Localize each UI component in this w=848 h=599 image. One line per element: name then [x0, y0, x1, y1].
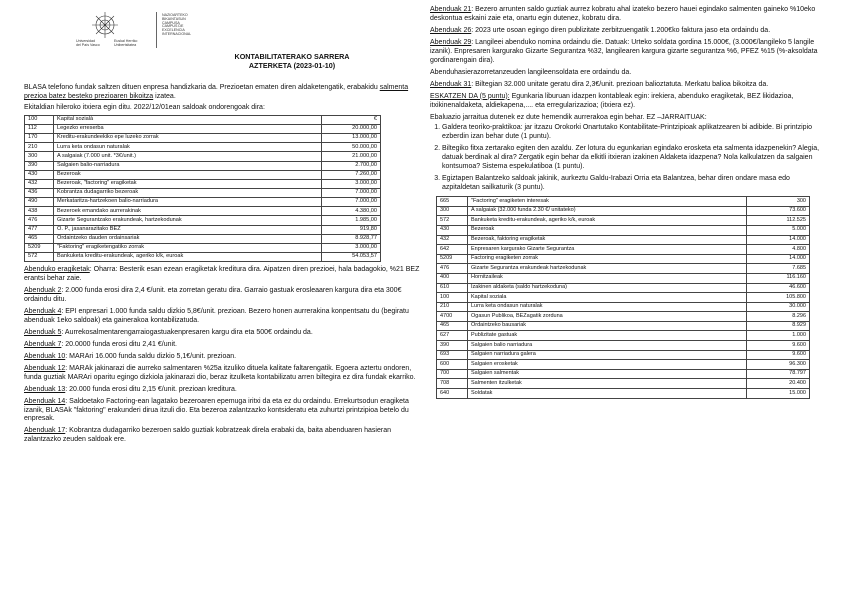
account-name: Legezko erreserba [54, 125, 322, 134]
entry-paragraph [24, 386, 421, 395]
account-code: 465 [25, 234, 54, 243]
account-amount: 21.000,00 [322, 152, 381, 161]
balance-amount: 1.000 [747, 331, 810, 341]
balance-name: Bankuketa kreditu-erakundeak, ageriko k/k, euroak [468, 216, 747, 226]
balance-amount: 14.000 [747, 235, 810, 245]
account-code: 5209 [25, 243, 54, 252]
table-row [25, 143, 381, 152]
balance-name: Bezeroak, faktoring eragiketak [468, 235, 747, 245]
balance-code: 693 [437, 350, 468, 360]
entry-text: : Bezero arrunten saldo guztiak aurrez kobratu ahal izateko bezero hauei egindako salmenten gaineko %10eko deskontua eskaini zaie eta, onartu egin dutenez, kobratu dira. [430, 6, 816, 22]
table-row [25, 179, 381, 188]
balance-amount: 30.000 [747, 302, 810, 312]
entry-paragraph [430, 93, 828, 111]
account-name: Bezeroek emandako aurrerakinak [54, 207, 322, 216]
university-emblem-icon [90, 10, 120, 40]
account-code: 432 [25, 179, 54, 188]
balance-name: Salmenten itzulketak [468, 379, 747, 389]
entry-text: : MARAri 16.000 funda saldu dizkio 5,1€/unit. prezioan. [65, 352, 237, 360]
entry-paragraph [430, 6, 828, 24]
entry-text: : 20.000 funda erosi ditu 2,15 €/unit. prezioan kreditura. [65, 385, 237, 393]
balance-amount: 8.296 [747, 312, 810, 322]
table-row [437, 302, 810, 312]
account-code: 572 [25, 252, 54, 261]
left-column [24, 0, 421, 448]
table-header-name: Kapital sozialà [54, 115, 322, 124]
entry-text: : Biltegian 32.000 unitate geratu dira 2,3€/unit. prezioan balioztatuta. Merkatu balioa bikoitza da. [471, 80, 769, 88]
balance-code: 708 [437, 379, 468, 389]
balance-amount: 116.160 [747, 273, 810, 283]
balance-name: Izakinen aldaketa (saldo hartzekoduna) [468, 283, 747, 293]
balance-name: Factoring eragiketen zorrak [468, 254, 747, 264]
balance-code: 100 [437, 293, 468, 303]
balance-code: 700 [437, 369, 468, 379]
logo-divider [156, 12, 157, 48]
balance-amount: 5.000 [747, 225, 810, 235]
balance-name: Salgaien narriadura galera [468, 350, 747, 360]
table-row [437, 225, 810, 235]
entry-date-label: Abenduak 4 [24, 307, 62, 315]
question-item: 3. Egiztapen Balantzeko saldoak jakinik, aurkeztu Galdu-Irabazi Orria eta Balantzea, behar diren ondare masa edo azpitaldetan sailkaturik (3 puntu). [442, 175, 828, 193]
account-amount: 8.928,77 [322, 234, 381, 243]
table-row [25, 161, 381, 170]
balance-amount: 8.929 [747, 321, 810, 331]
account-amount: 3.000,00 [322, 179, 381, 188]
table-row [437, 369, 810, 379]
balance-code: 665 [437, 197, 468, 207]
entry-text: : Oharra: Besterik esan ezean eragiketak kreditura dira. Aipatzen diren prezioei, hala badagokio, %21 BEZ erantsi behar zaie. [24, 266, 420, 283]
entry-paragraph [24, 266, 421, 284]
entry-text: : 2023 urte osoan egingo diren publizitate zerbitzuengatik 1.200€ko faktura jaso eta ordaindu da. [471, 26, 771, 34]
account-name: Ordaintzeko dauden ordainsariak [54, 234, 322, 243]
entry-paragraph [24, 427, 421, 445]
entry-paragraph [24, 341, 421, 350]
balance-amount: 4.800 [747, 245, 810, 255]
balance-name: Hornitzaileak [468, 273, 747, 283]
account-name: Salgaien balio-narriadura [54, 161, 322, 170]
account-amount: 50.000,00 [322, 143, 381, 152]
entry-text: : Saldoetako Factoring-ean lagatako bezeroaren epemuga iritxi da eta ez du ordaindu. Errekurtsodun eragiketa izanik, BLASAk "faktoring" erakunderi dirua itzuli dio. Eta bezeroa zalantzazko kontsideratu eta zuhurtzi printzipioa betelo du enpresak. [24, 397, 409, 423]
balance-code: 390 [437, 341, 468, 351]
account-code: 170 [25, 134, 54, 143]
entry-text: Abenduhasierazorretanzeuden langileensoldata ere ordaindu da. [430, 68, 632, 76]
table-row [25, 252, 381, 261]
table-row [437, 206, 810, 216]
account-name: O. P., jasanarazitako BEZ [54, 225, 322, 234]
balance-name: Gizarte Segurantza erakundeak hartzekodunak [468, 264, 747, 274]
account-amount: 1.985,00 [322, 216, 381, 225]
table-header-amount: € [322, 115, 381, 124]
table-row [437, 379, 810, 389]
balance-amount: 7.685 [747, 264, 810, 274]
right-entries [430, 6, 828, 111]
table-header-code: 100 [25, 115, 54, 124]
account-code: 476 [25, 216, 54, 225]
table-row [437, 293, 810, 303]
table-header-row [25, 115, 381, 124]
balance-code: 4700 [437, 312, 468, 322]
intro-underlined: salmenta prezioa batez besteko prezioaren bikoitza [24, 84, 409, 100]
entry-text: : 2.000 funda erosi dira 2,4 €/unit. eta zorretan geratu dira. Garraio gastuak erosleaaren kargura dira eta 300€ ordaindu ditu. [24, 287, 402, 303]
table-row [437, 321, 810, 331]
entry-paragraph [430, 81, 828, 90]
balance-name: Salgaien erosketak [468, 360, 747, 370]
table-row [25, 152, 381, 161]
balance-amount: 15.000 [747, 389, 810, 399]
balance-amount: 73.600 [747, 206, 810, 216]
table-row [437, 264, 810, 274]
account-code: 477 [25, 225, 54, 234]
table-row [437, 245, 810, 255]
balance-amount: 112.525 [747, 216, 810, 226]
exam-title-line2: AZTERKETA (2023-01-10) [248, 61, 336, 70]
entry-date-label: Abenduak 21 [430, 6, 472, 13]
entry-date-label: Abenduak 13 [24, 385, 66, 393]
table-row [437, 331, 810, 341]
intro-paragraph: BLASA telefono fundak saltzen dituen enpresa handizkaria da. Prezioetan ematen diren aldaketengatik, erabakidu salmenta prezioa batez besteko prezioaren bikoitza izatea. [24, 84, 409, 100]
balance-code: 476 [437, 264, 468, 274]
account-amount: 919,80 [322, 225, 381, 234]
entry-date-label: Abenduko eragiketak [24, 266, 90, 274]
balance-code: 600 [437, 360, 468, 370]
balance-code: 5209 [437, 254, 468, 264]
balance-amount: 9.600 [747, 341, 810, 351]
logo-text-left: Universidad del País Vasco [76, 39, 100, 47]
account-amount: 13.000,00 [322, 134, 381, 143]
account-code: 112 [25, 125, 54, 134]
university-logo [76, 10, 226, 48]
entry-date-label: Abenduak 2 [24, 287, 62, 295]
entry-date-label: Abenduak 10 [24, 352, 66, 360]
entry-date-label: Abenduak 17 [24, 427, 66, 435]
account-amount: 2.700,00 [322, 161, 381, 170]
entry-date-label: Abenduak 29 [430, 38, 472, 46]
intro-saldoak: Ekitaldian hileroko itxiera egin ditu. 2022/12/01ean saldoak ondorengoak dira: [24, 103, 265, 111]
balance-code: 400 [437, 273, 468, 283]
entry-date-label: Abenduak 31 [430, 80, 472, 88]
table-row [25, 188, 381, 197]
intro [24, 84, 421, 113]
logo-text-middle: Euskal Herriko Unibertsitatea [114, 39, 138, 47]
table-row [25, 216, 381, 225]
table-row [25, 170, 381, 179]
balance-code: 572 [437, 216, 468, 226]
account-amount: 7.260,00 [322, 170, 381, 179]
table-row [25, 207, 381, 216]
balance-amount: 20.400 [747, 379, 810, 389]
exam-header [24, 0, 421, 70]
balance-code: 210 [437, 302, 468, 312]
entry-date-label: Abenduak 14 [24, 397, 66, 405]
table-row [437, 254, 810, 264]
table-row [437, 216, 810, 226]
balance-code: 640 [437, 389, 468, 399]
table-row [437, 312, 810, 322]
table-row [25, 243, 381, 252]
entry-date-label: Abenduak 26 [430, 26, 472, 34]
table-row [437, 283, 810, 293]
balance-amount: 14.000 [747, 254, 810, 264]
balance-name: Salgaien salmentak [468, 369, 747, 379]
balance-amount: 78.797 [747, 369, 810, 379]
exam-title-line1: KONTABILITATERAKO SARRERA [234, 52, 350, 61]
balance-name: "Factoring" eragiketen interesak [468, 197, 747, 207]
entry-date-label: Abenduak 7 [24, 340, 62, 348]
question-item: 1. Galdera teoriko-praktikoa: jar itzazu Orokorki Onartutako Kontabilitate-Printzipioak aplikatzearen bi adibide. Bi printzipio ezberdin izan behar dute (1 puntu). [442, 124, 828, 142]
table-row [437, 341, 810, 351]
balance-code: 610 [437, 283, 468, 293]
account-name: A salgaiak (7.000 unit. *3€/unit.) [54, 152, 322, 161]
entry-text: Egunkaria liburuan idazpen kontableak egin: irekiera, abenduko eragiketak, BEZ likidazioa, itxikinenaldaketa, aldiekapena,.... eta erregularizazioa; (itxiera ez). [430, 92, 794, 109]
balance-name: Enpresaren kargurako Gizarte Segurantza [468, 245, 747, 255]
entry-paragraph [24, 365, 421, 383]
table-row [437, 389, 810, 399]
entry-text: : Langileei abenduko nomina ordaindu die. Datuak: Urteko soldata gordina 15.000€, (3.000€/langileko 5 langile izanik). Enpresaren kargurako Gizarte Segurantza %32, langilearen kargura gizarte segurantza %6, PFEZ %15 (%-aksoldata gordinarengain dira). [430, 38, 818, 64]
entry-text: : EPI enpresari 1.000 funda saldu dizkio 5,8€/unit. prezioan. Bezero honen aurrerakina konpentsatu du (begiratu abenduak 1eko saldoak) eta gainerakoa kontabilizatuda. [24, 307, 409, 324]
balance-code: 627 [437, 331, 468, 341]
opening-balances-table [24, 115, 381, 262]
account-code: 436 [25, 188, 54, 197]
account-amount: 4.380,00 [322, 207, 381, 216]
entry-paragraph [24, 329, 421, 338]
table-row [437, 273, 810, 283]
balance-name: Salgaien balio narriadura [468, 341, 747, 351]
table-row [25, 198, 381, 207]
account-name: Merkataritza-hartzekoen balio-narriadura [54, 198, 322, 207]
right-column [430, 6, 828, 399]
entry-paragraph [24, 398, 421, 425]
account-amount: 54.053,57 [322, 252, 381, 261]
entry-text: : Kobrantza dudagarriko bezeroen saldo guztiak kobratzeak direla erabaki da, baita abenduaren hasieran zalantzazko zeuden saldoak ere. [24, 427, 391, 444]
table-row [437, 360, 810, 370]
balance-name: Bezeroak [468, 225, 747, 235]
account-code: 390 [25, 161, 54, 170]
account-amount: 7.000,00 [322, 188, 381, 197]
balance-amount: 9.600 [747, 350, 810, 360]
balance-name: Publizitate gastuak [468, 331, 747, 341]
questions-intro: Ebaluazio jarraitua dutenek ez dute hemendik aurrerakoa egin behar. EZ –JARRAITUAK: [430, 113, 707, 121]
account-code: 430 [25, 170, 54, 179]
account-name: Bankuketa kreditu-erakundeak, ageriko k/k, euroak [54, 252, 322, 261]
logo-text-right: NAZIOARTEKO BIKAINTASUN CAMPUSA CAMPUS DE EXCELENCIA INTERNACIONAL [162, 13, 192, 36]
entry-text: : 20.0000 funda erosi ditu 2,41 €/unit. [61, 340, 177, 348]
entry-paragraph [430, 27, 828, 36]
balance-amount: 300 [747, 197, 810, 207]
entry-date-label: ESKATZEN DA (5 puntu): [430, 92, 510, 100]
trial-balance-table [436, 196, 810, 398]
entry-paragraph [24, 287, 421, 305]
table-row [25, 125, 381, 134]
balance-name: Ordaintzeko bausariak [468, 321, 747, 331]
questions-list [430, 124, 828, 193]
entry-paragraph [430, 39, 828, 66]
exam-title [222, 52, 362, 70]
balance-code: 300 [437, 206, 468, 216]
table-row [25, 234, 381, 243]
account-amount: 7.000,00 [322, 198, 381, 207]
balance-name: Lurra keta ondasun naturalak [468, 302, 747, 312]
account-amount: 20.000,00 [322, 125, 381, 134]
balance-amount: 46.600 [747, 283, 810, 293]
account-code: 490 [25, 198, 54, 207]
balance-name: Soldatak [468, 389, 747, 399]
balance-code: 642 [437, 245, 468, 255]
entry-paragraph [24, 353, 421, 362]
table-row [25, 134, 381, 143]
account-name: "Faktoring" eragiketengatiko zorrak [54, 243, 322, 252]
table-row [437, 235, 810, 245]
balance-name: A salgaiak (32.000 funda 2.30 €/ unitateko) [468, 206, 747, 216]
account-code: 300 [25, 152, 54, 161]
table-row [437, 197, 810, 207]
table-row [437, 350, 810, 360]
table-row [25, 225, 381, 234]
balance-code: 430 [437, 225, 468, 235]
entry-date-label: Abenduak 12 [24, 364, 66, 372]
question-item: 2. Biltegiko fitxa zertarako egiten den azaldu. Zer lotura du egunkarian egindako erosketa eta salmenta idazpenekin? Alegia, datuak berdinak al dira? Zergatik egin behar da elkitli itxieran izakinen Aldaketa idazpena? Nola kalkulatzen da salgaien kontsumoa? Sistema espekulatiboa (1 puntu). [442, 145, 828, 172]
balance-amount: 96.300 [747, 360, 810, 370]
left-entries [24, 266, 421, 445]
entry-date-label: Abenduak 5 [24, 328, 62, 336]
balance-name: Ogasun Publikoa, BEZagatik zorduna [468, 312, 747, 322]
account-amount: 3.000,00 [322, 243, 381, 252]
account-name: Bezeroak [54, 170, 322, 179]
account-name: Kreditu-erakundeekiko epe luzeko zorrak [54, 134, 322, 143]
account-name: Gizarte Segurantzako erakundeak, hartzekodunak [54, 216, 322, 225]
balance-name: Kapital soziala [468, 293, 747, 303]
account-name: Bezeroak, "factoring" eragiketak [54, 179, 322, 188]
balance-code: 465 [437, 321, 468, 331]
balance-amount: 105.800 [747, 293, 810, 303]
account-code: 210 [25, 143, 54, 152]
entry-paragraph [24, 308, 421, 326]
account-name: Kobrantza dudagarriko bezeroak [54, 188, 322, 197]
account-name: Lurra keta ondasun naturalak [54, 143, 322, 152]
entry-paragraph [430, 69, 828, 78]
balance-code: 432 [437, 235, 468, 245]
account-code: 438 [25, 207, 54, 216]
entry-text: : Aurrekosalmentarengarraiogastuakenpresaren kargu dira eta 500€ ordaindu da. [61, 328, 313, 336]
entry-text: : MARAk jakinarazi die aurreko salmentaren %25a itzuliko dituela kalitate faltarengatik. Egoera aztertu ondoren, funda guztiak MARAri oparitu egingo dizkiola jakinarazi dio, beraz itzulketa kontabilizatu arren biltegira ez dira fundak ekarriko. [24, 364, 416, 381]
